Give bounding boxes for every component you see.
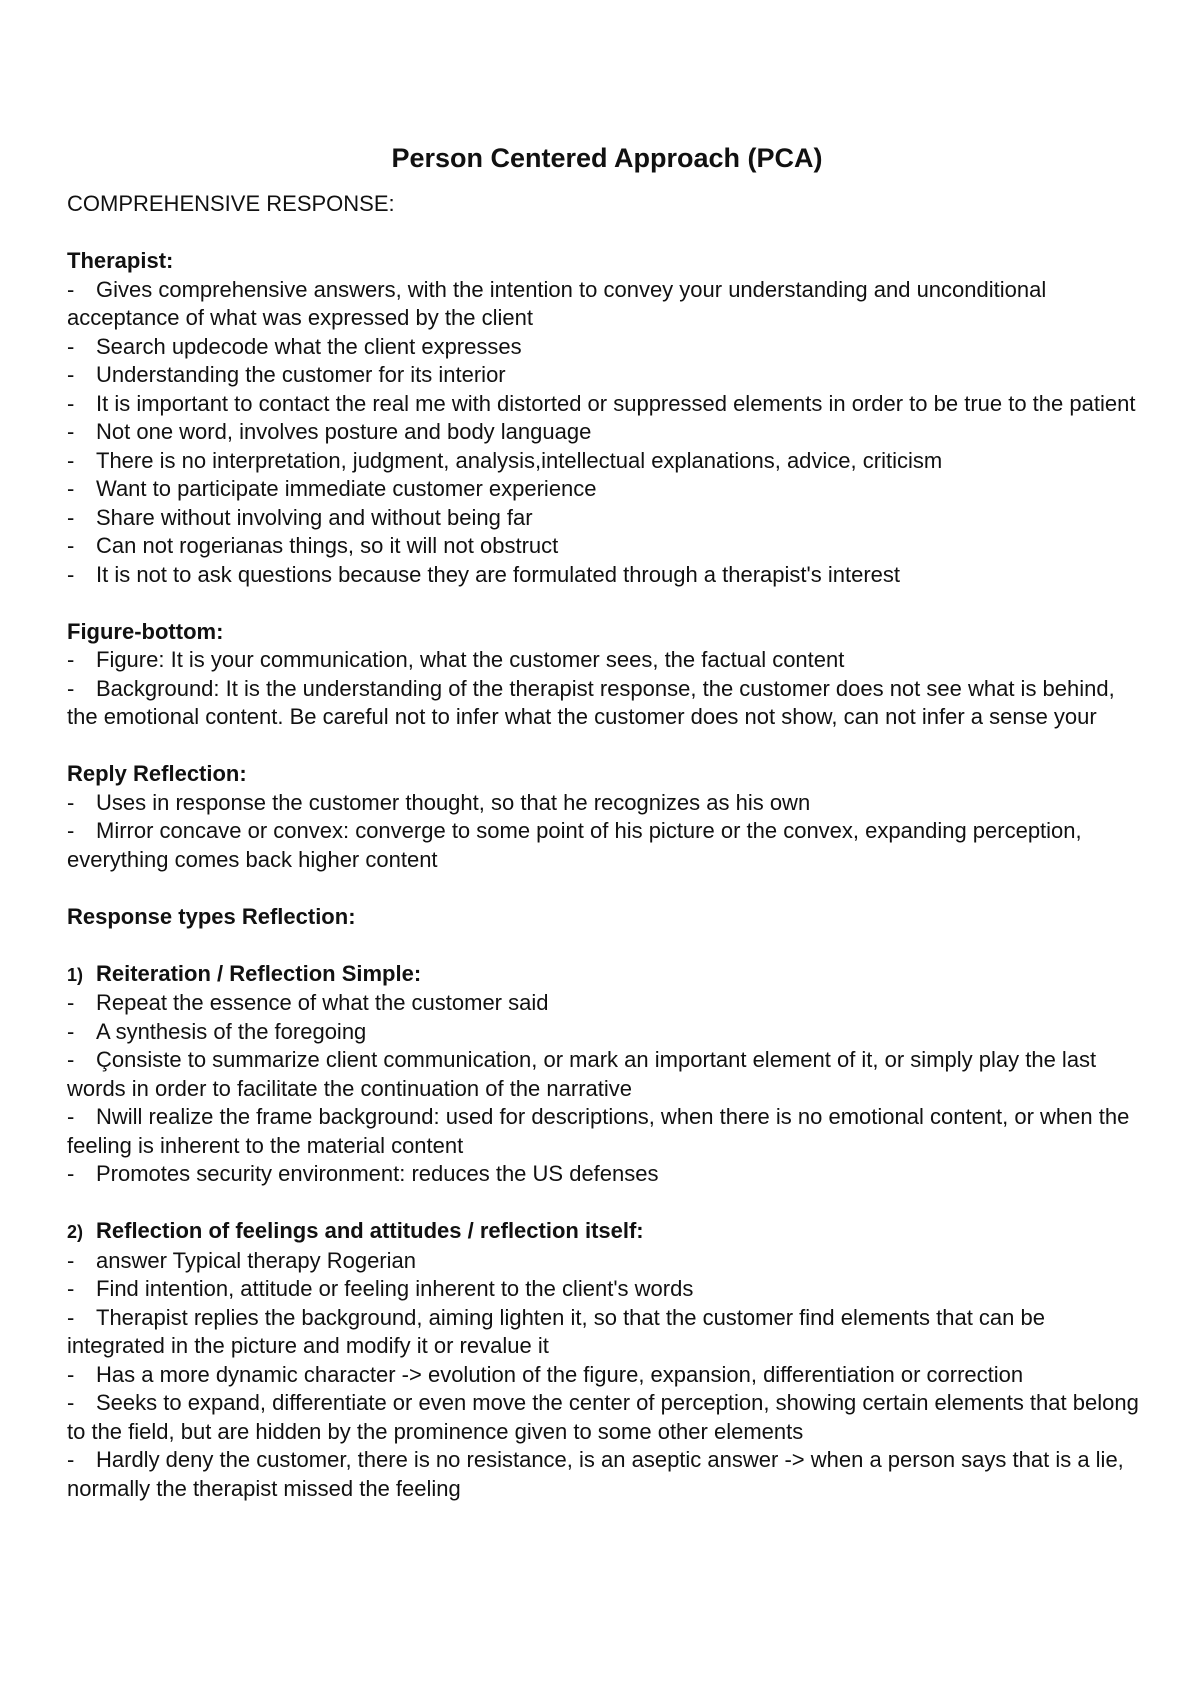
list-item: [67, 789, 1147, 818]
bullet-dash: -: [67, 675, 75, 701]
section-heading-text: Reflection of feelings and attitudes / reflection itself:: [96, 1218, 644, 1243]
spacer: [67, 589, 1147, 618]
list-item: [67, 361, 1147, 390]
list-item-text: A synthesis of the foregoing: [96, 1018, 367, 1044]
section-heading: [67, 618, 1147, 647]
list-item: [67, 1275, 1147, 1304]
section-heading: [67, 247, 1147, 276]
document-title: Person Centered Approach (PCA): [391, 143, 823, 173]
list-item: [67, 1160, 1147, 1189]
bullet-dash: -: [67, 447, 75, 473]
list-item: [67, 675, 1147, 732]
list-item: [67, 646, 1147, 675]
list-item-text: Has a more dynamic character -> evolution of the figure, expansion, differentiation or correction: [96, 1361, 1024, 1387]
list-item-text: Understanding the customer for its interior: [96, 362, 506, 387]
list-item: [67, 989, 1147, 1018]
section-heading: [67, 1217, 1147, 1247]
section: [67, 903, 1147, 932]
spacer: [67, 219, 1147, 248]
bullet-dash: -: [67, 1247, 75, 1273]
section-number: 1): [67, 964, 84, 985]
list-item-text: answer Typical therapy Rogerian: [96, 1247, 416, 1273]
section-heading: [67, 760, 1147, 789]
section: [67, 247, 1147, 589]
list-item-text: Çonsiste to summarize client communication, or mark an important element of it, or simply play the last words in order to facilitate the continuation of the narrative: [67, 1047, 1097, 1101]
section-heading-text: Figure-bottom:: [67, 618, 224, 644]
list-item: [67, 276, 1147, 333]
list-item: [67, 1103, 1147, 1160]
section-heading-text: Therapist:: [67, 248, 174, 273]
bullet-dash: -: [67, 504, 75, 530]
bullet-dash: -: [67, 390, 75, 416]
list-item: [67, 532, 1147, 561]
list-item-text: Mirror concave or convex: converge to some point of his picture or the convex, expanding perception, everything comes back higher content: [67, 818, 1082, 872]
bullet-dash: -: [67, 1276, 75, 1301]
list-item: [67, 504, 1147, 533]
bullet-dash: -: [67, 1447, 75, 1472]
bullet-dash: -: [67, 1047, 75, 1072]
bullet-dash: -: [67, 647, 75, 672]
section-heading: [67, 903, 1147, 932]
bullet-dash: -: [67, 818, 75, 843]
bullet-dash: -: [67, 1390, 75, 1415]
list-item: [67, 1361, 1147, 1390]
section-heading: [67, 960, 1147, 990]
section-heading-text: Response types Reflection:: [67, 903, 356, 929]
bullet-dash: -: [67, 561, 75, 587]
spacer: [67, 1189, 1147, 1218]
spacer: [67, 874, 1147, 903]
list-item-text: Therapist replies the background, aiming lighten it, so that the customer find elements that can be integrated in the picture and modify it or revalue it: [67, 1304, 1045, 1358]
section-heading-text: Reply Reflection:: [67, 761, 247, 786]
bullet-dash: -: [67, 476, 75, 501]
section: [67, 618, 1147, 732]
bullet-dash: -: [67, 1161, 75, 1186]
section-heading-text: Reiteration / Reflection Simple:: [96, 960, 422, 986]
document-page: [67, 140, 1147, 1503]
list-item-text: Want to participate immediate customer experience: [96, 476, 597, 501]
list-item: [67, 1046, 1147, 1103]
section-number: 2): [67, 1222, 84, 1242]
list-item: [67, 1389, 1147, 1446]
bullet-dash: -: [67, 990, 75, 1015]
list-item: [67, 561, 1147, 590]
list-item-text: Share without involving and without being far: [96, 504, 533, 530]
list-item-text: It is important to contact the real me with distorted or suppressed elements in order to be true to the patient: [96, 390, 1136, 416]
list-item: [67, 390, 1147, 419]
bullet-dash: -: [67, 362, 75, 387]
list-item-text: Uses in response the customer thought, so that he recognizes as his own: [96, 789, 811, 815]
spacer: [67, 931, 1147, 960]
list-item-text: Seeks to expand, differentiate or even move the center of perception, showing certain elements that belong to the field, but are hidden by the prominence given to some other elements: [67, 1390, 1139, 1444]
list-item-text: Hardly deny the customer, there is no resistance, is an aseptic answer -> when a person says that is a lie, normally the therapist missed the feeling: [67, 1447, 1124, 1501]
list-item-text: Repeat the essence of what the customer said: [96, 990, 549, 1015]
section: [67, 960, 1147, 1189]
list-item: [67, 1247, 1147, 1276]
main-heading: COMPREHENSIVE RESPONSE:: [67, 191, 395, 216]
bullet-dash: -: [67, 1361, 75, 1387]
bullet-dash: -: [67, 419, 75, 444]
list-item-text: Gives comprehensive answers, with the intention to convey your understanding and unconditional acceptance of what was expressed by the client: [67, 276, 1047, 330]
list-item: [67, 447, 1147, 476]
bullet-dash: -: [67, 1304, 75, 1330]
list-item: [67, 1304, 1147, 1361]
spacer: [67, 732, 1147, 761]
list-item: [67, 475, 1147, 504]
list-item: [67, 333, 1147, 362]
bullet-dash: -: [67, 533, 75, 558]
list-item: [67, 1018, 1147, 1047]
list-item: [67, 418, 1147, 447]
sections-container: [67, 247, 1147, 1503]
list-item-text: Background: It is the understanding of the therapist response, the customer does not see what is behind, the emotional content. Be careful not to infer what the customer does not show, can not infer a sense your: [67, 675, 1115, 729]
list-item-text: Search updecode what the client expresses: [96, 333, 522, 359]
bullet-dash: -: [67, 1104, 75, 1129]
list-item-text: Not one word, involves posture and body language: [96, 419, 592, 444]
section: [67, 1217, 1147, 1503]
list-item-text: Can not rogerianas things, so it will not obstruct: [96, 533, 559, 558]
bullet-dash: -: [67, 333, 75, 359]
list-item-text: Figure: It is your communication, what the customer sees, the factual content: [96, 647, 845, 672]
list-item-text: There is no interpretation, judgment, analysis,intellectual explanations, advice, criticism: [96, 447, 943, 473]
list-item-text: Promotes security environment: reduces the US defenses: [96, 1161, 659, 1186]
bullet-dash: -: [67, 276, 75, 302]
list-item-text: Find intention, attitude or feeling inherent to the client's words: [96, 1276, 694, 1301]
list-item-text: It is not to ask questions because they are formulated through a therapist's interest: [96, 561, 900, 587]
list-item-text: Nwill realize the frame background: used for descriptions, when there is no emotional content, or when the feeling is inherent to the material content: [67, 1104, 1130, 1158]
bullet-dash: -: [67, 789, 75, 815]
list-item: [67, 1446, 1147, 1503]
bullet-dash: -: [67, 1018, 75, 1044]
section: [67, 760, 1147, 874]
list-item: [67, 817, 1147, 874]
